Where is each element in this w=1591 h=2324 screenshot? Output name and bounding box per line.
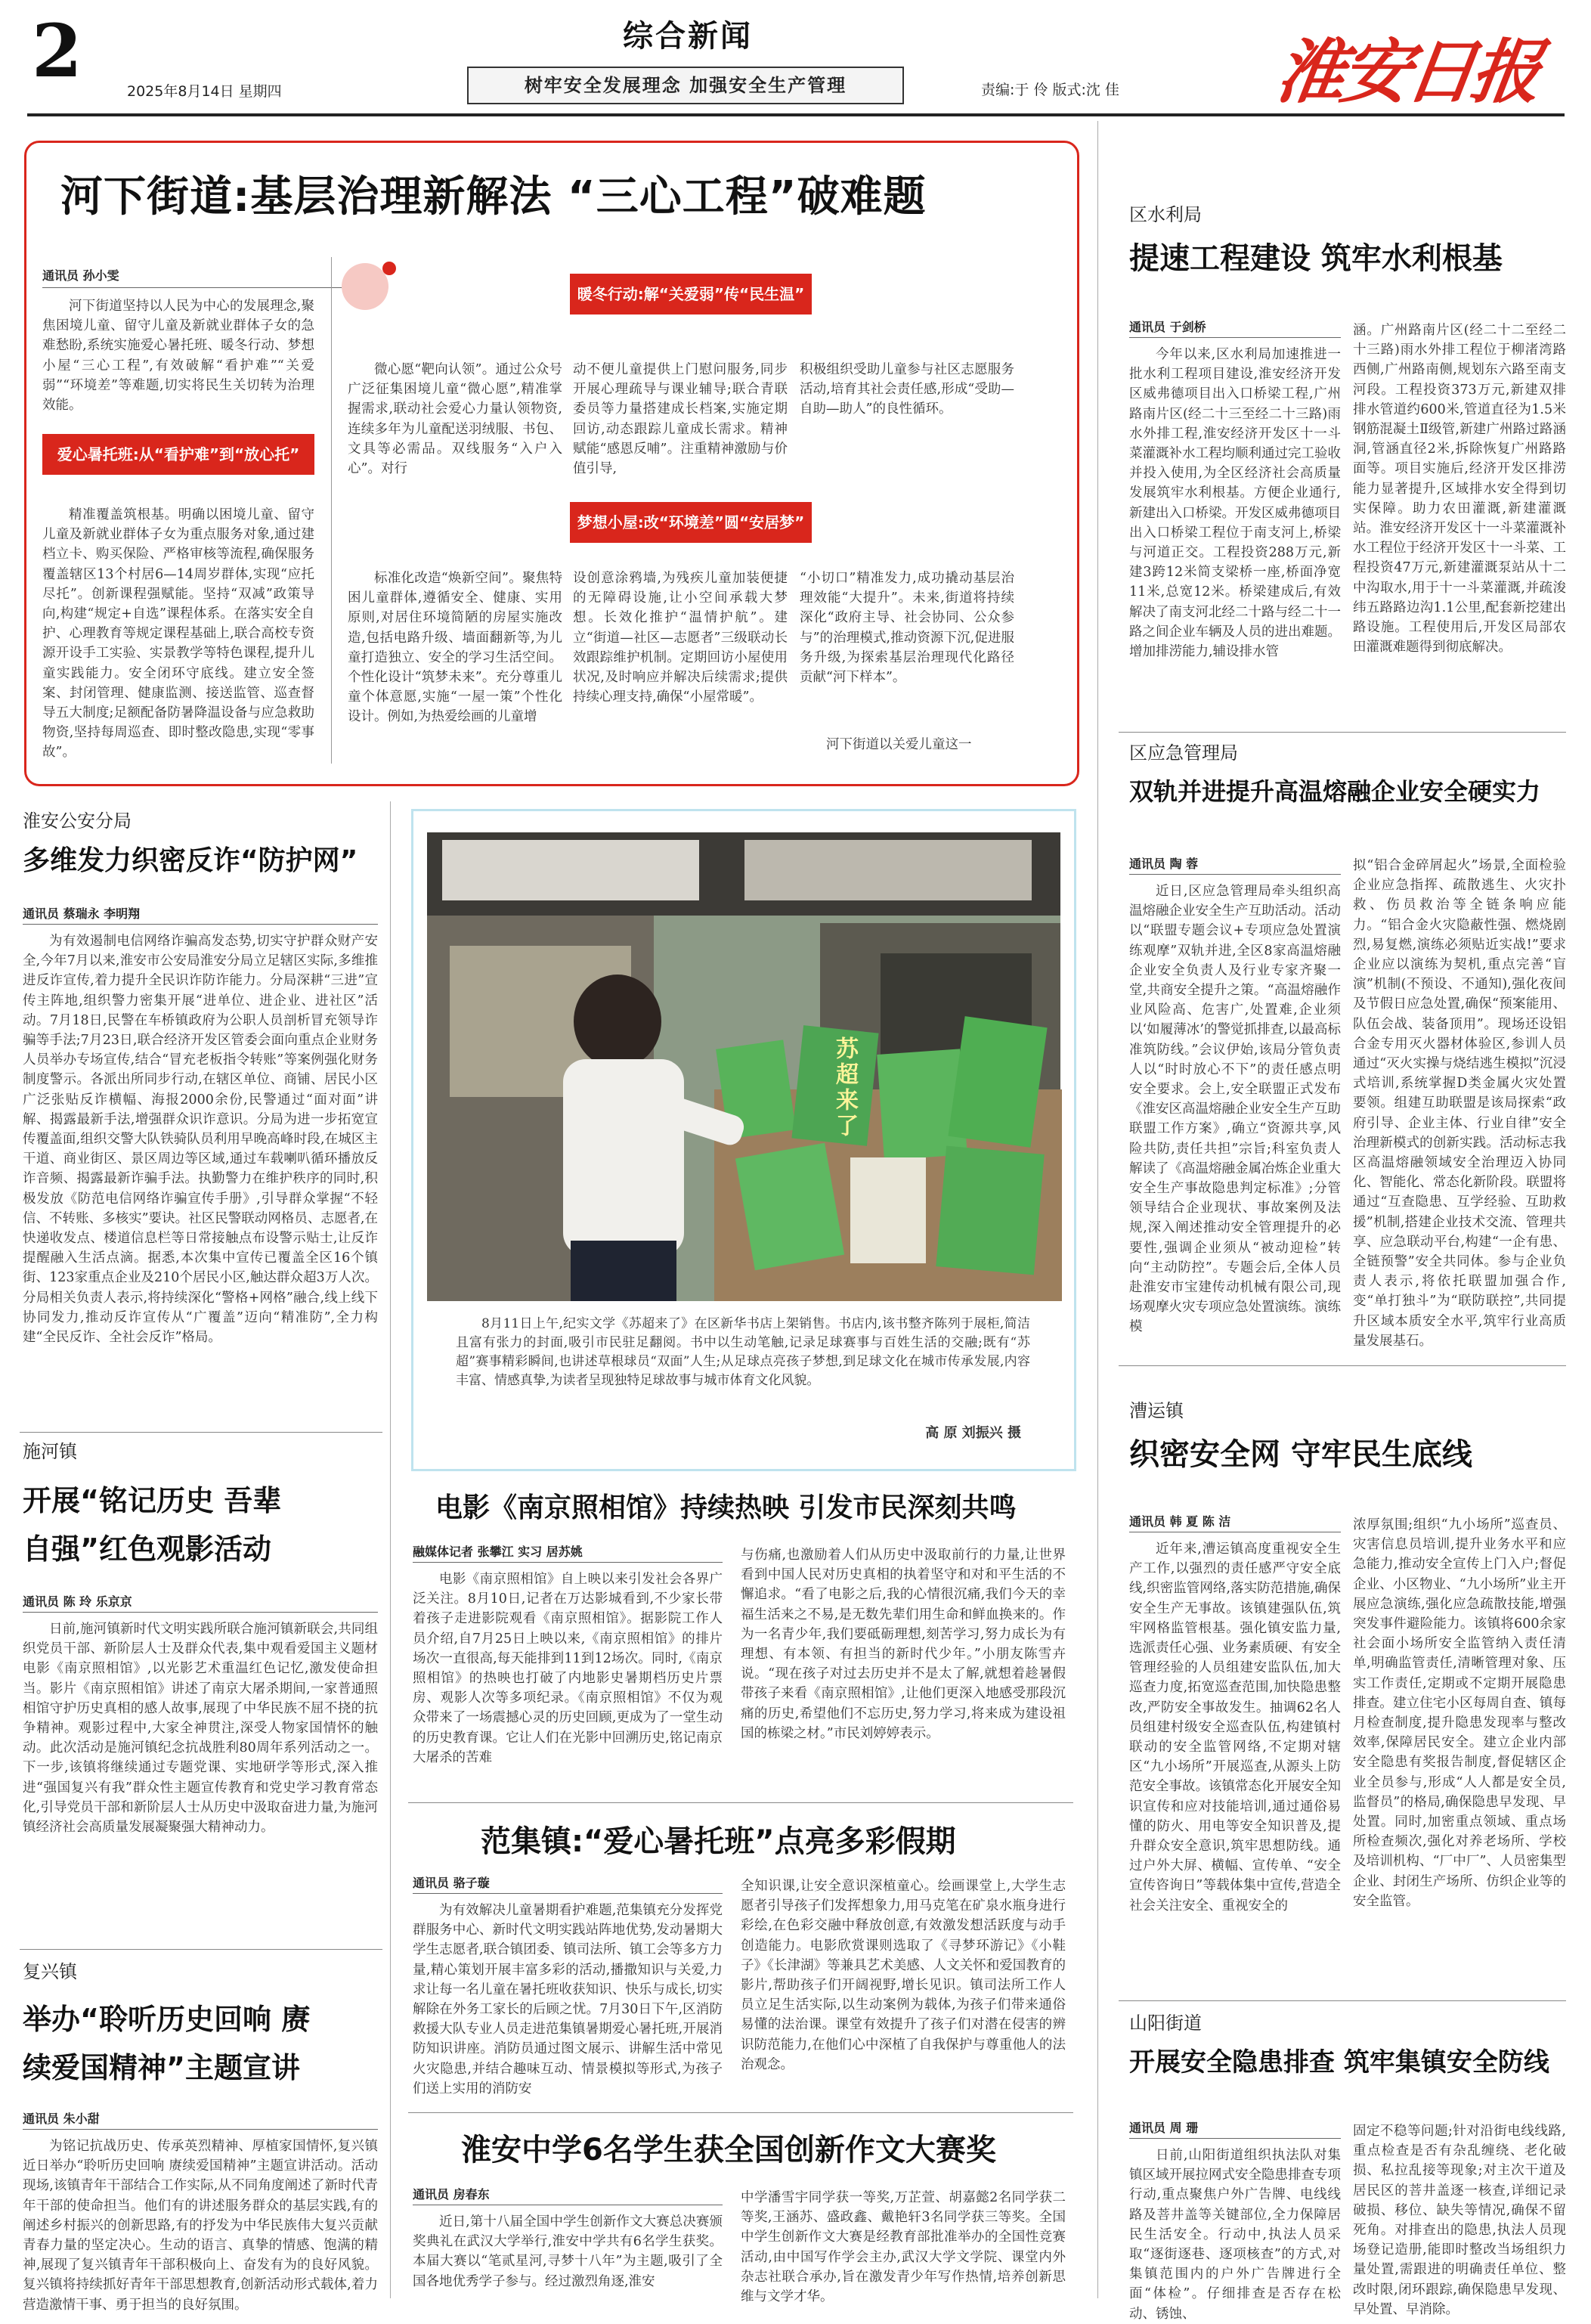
issue-date: 2025年8月14日 星期四 [127, 83, 282, 100]
caoyun-dept: 漕运镇 [1129, 1400, 1184, 1421]
fanji-byline: 通讯员 骆子璇 [413, 1876, 490, 1890]
shuili-byline-rule [1129, 337, 1341, 338]
slogan-box [467, 67, 904, 104]
photo-frame [411, 809, 1076, 1471]
photo-caption: 8月11日上午,纪实文学《苏超来了》在区新华书店上架销售。书店内,该书整齐陈列于展柜,简洁且富有张力的封面,吸引市民驻足翻阅。书中以生动笔触,记录足球赛事与百姓生活的交融;既有“苏超”赛事精彩瞬间,也讲述草根球员“双面”人生;从足球点亮孩子梦想,到足球文化在城市传承发展,内容丰富、情感真挚,为读者呈现独特足球故事与城市体育文化风貌。 [456, 1316, 1030, 1388]
fanji-title: 范集镇:“爱心暑托班”点亮多彩假期 [481, 1824, 956, 1859]
shihe-title-2: 自强”红色观影活动 [23, 1532, 271, 1566]
movie-byline: 融媒体记者 张攀江 实习 居苏姚 [413, 1545, 583, 1559]
shihe-title-1: 开展“铭记历史 吾辈 [23, 1484, 282, 1517]
slogan: 树牢安全发展理念 加强安全生产管理 [524, 74, 847, 96]
editors: 责编:于 伶 版式:沈 佳 [981, 82, 1119, 98]
lead-byline: 通讯员 孙小雯 [42, 268, 119, 283]
yingji-col1: 近日,区应急管理局牵头组织高温熔融企业安全生产互助活动。活动以“联盟专题会议+专项应急处置演练观摩”双轨并进,全区8家高温熔融企业安全负责人及行业专家齐聚一堂,共商安全提升之策。“高温熔融作业风险高、危害广,处置难,企业须以‘如履薄冰’的警觉抓排查,以最高标准筑防线。”会议伊始,该局分管负责人以“时时放心不下”的责任感点明安全要求。会上,安全联盟正式发布《淮安区高温熔融企业安全生产互助联盟工作方案》,确立“资源共享,风险共防,责任共担”宗旨;科室负责人解读了《高温熔融金属冶炼企业重大安全生产事故隐患判定标准》;分管领导结合企业现状、事故案例及法规,深入阐述推动安全管理提升的必要性,强调企业须从“被动迎检”转向“主动防控”。专题会后,全体人员赴淮安市宝建传动机械有限公司,现场观摩火灾专项应急处置演练。演练模 [1129, 884, 1341, 1335]
lead-sub2: 暖冬行动:解“关爱弱”传“民生温” [570, 274, 812, 315]
shuili-col2: 涵。广州路南片区(经二十二至经二十三路)雨水外排工程位于柳渚湾路西侧,广州路南侧,规划东六路至南支河段。工程投资373万元,新建双排排水管道约600米,管道直径为1.5米钢筋混凝土Ⅱ级管,新建广州路过路涵洞,管涵直径2米,拆除恢复广州路路面等。项目实施后,经济开发区排涝能力显著提升,区域排水安全得到切实保障。助力农田灌溉,新建灌溉站。淮安经济开发区十一斗菜灌溉补水工程位于经济开发区十一斗菜、工程投资47万元,新建灌溉泵站从十二中沟取水,用于十一斗菜灌溉,并疏浚纬五路路边沟1.1公里,配套新挖建出路设施。工程使用后,开发区局部农田灌溉难题得到彻底解决。 [1353, 323, 1566, 655]
fuxing-title-1: 举办“聆听历史回响 赓 [23, 2003, 311, 2036]
lead-sub3-col1: 标准化改造“焕新空间”。聚焦特困儿童群体,遵循安全、健康、实用原则,对居住环境简陋的房屋实施改造,包括电路升级、墙面翻新等,为儿童打造独立、安全的学习生活空间。个性化设计“筑梦未来”。充分尊重儿童个体意愿,实施“一屋一策”个性化设计。例如,为热爱绘画的儿童增 [348, 571, 562, 725]
shihe-bottom-rule [20, 1949, 382, 1950]
lead-byline-rule [42, 287, 345, 288]
zuowen-col1: 近日,第十八届全国中学生创新作文大赛总决赛颁奖典礼在武汉大学举行,淮安中学共有6名学生获奖。本届大赛以“笔贰星河,寻梦十八年”为主题,吸引了全国各地优秀学子参与。经过激烈角逐,淮安 [413, 2214, 723, 2289]
yingji-title: 双轨并进提升高温熔融企业安全硬实力 [1129, 777, 1541, 806]
shihe-byline: 通讯员 陈 玲 乐京京 [23, 1594, 132, 1609]
lead-sub3: 梦想小屋:改“环境差”圆“安居梦” [570, 502, 812, 543]
lead-intro: 河下街道坚持以人民为中心的发展理念,聚焦困境儿童、留守儿童及新就业群体子女的急难愁盼,系统实施爱心暑托班、暖冬行动、梦想小屋“三心工程”,有效破解“看护难”“关爱弱”“环境差”等难题,切实将民生关切转为治理效能。 [42, 299, 314, 414]
section-name: 综合新闻 [623, 19, 753, 54]
lead-sub1: 爱心暑托班:从“看护难”到“放心托” [42, 434, 314, 475]
yingji-byline: 通讯员 陶 蓉 [1129, 857, 1199, 871]
photo-illustration [427, 832, 1060, 1301]
yingji-col2: 拟“铝合金碎屑起火”场景,全面检验企业应急指挥、疏散逃生、火灾扑救、伤员救治等全链条响应能力。“铝合金火灾隐蔽性强、燃烧剧烈,易复燃,演练必须贴近实战!”要求企业应以演练为契机,重点完善“盲演”机制(不预设、不通知),强化夜间及节假日应急处置,确保“预案能用、队伍会战、装备顶用”。现场还设铝合金专用灭火器材体验区,参训人员通过“灭火实操与烧结逃生模拟”沉浸式培训,系统掌握D类金属火灾处置要领。组建互助联盟是该局探索“政府引导、企业主体、行业自律”安全治理新模式的创新实践。活动标志我区高温熔融领域安全治理迈入协同化、智能化、常态化新阶段。联盟将通过“互查隐患、互学经验、互助救援”机制,搭建企业技术交流、管理共享、应急联动平台,构建“一企有患、全链预警”安全共同体。参与企业负责人表示,将依托联盟加强合作,变“单打独斗”为“联防联控”,共同提升区域本质安全水平,筑牢行业高质量发展基石。 [1353, 858, 1566, 1349]
bookstore-photo [427, 832, 1060, 1301]
photo-credit: 高 原 刘振兴 摄 [925, 1425, 1021, 1441]
lead-sub2-col1: 微心愿“靶向认领”。通过公众号广泛征集困境儿童“微心愿”,精准掌握需求,联动社会爱心力量认领物资,连续多年为儿童配送羽绒服、书包、文具等必需品。双线服务“入户入心”。对行 [348, 362, 562, 477]
caoyun-col1: 近年来,漕运镇高度重视安全生产工作,以强烈的责任感严守安全底线,织密监管网络,落实防范措施,确保安全生产无事故。该镇建强队伍,筑牢网格监管根基。强化镇安监力量,选派责任心强、业务素质硬、有安全管理经验的人员组建安监队伍,加大巡查力度,拓宽巡查范围,加快隐患整改,严防安全事故发生。抽调62名人员组建村级安全巡查队伍,构建镇村联动的安全监管网络,不定期对辖区“九小场所”开展巡查,从源头上防范安全事故。该镇常态化开展安全知识宣传和应对技能培训,通过通俗易懂的防火、用电等安全知识普及,提升群众安全意识,筑牢思想防线。通过户外大屏、横幅、宣传单、“安全宣传咨询日”等载体集中宣传,营造全社会关注安全、重视安全的 [1129, 1542, 1341, 1913]
photo-book-title: 苏超来了 [831, 1037, 858, 1139]
lead-sub2-col2: 动不便儿童提供上门慰问服务,同步开展心理疏导与课业辅导;联合青联委员等力量搭建成长档案,实施定期回访,动态跟踪儿童成长需求。精神赋能“感恩反哺”。注重精神激励与价值引导, [573, 362, 788, 477]
right-col-divider [1097, 121, 1098, 2298]
gongan-text: 为有效遏制电信网络诈骗高发态势,切实守护群众财产安全,今年7月以来,淮安市公安局淮安分局立足辖区实际,多维推进反诈宣传,着力提升全民识诈防诈能力。分局深耕“三进”宣传主阵地,组织警力密集开展“进单位、进企业、进社区”活动。7月18日,民警在车桥镇政府为公职人员剖析冒充领导诈骗等手法;7月23日,联合经济开发区管委会面向重点企业财务人员举办专场宣传,结合“冒充老板指令转账”等案例强化财务制度警示。各派出所同步行动,在辖区单位、商铺、居民小区广泛张贴反诈横幅、海报2000余份,民警通过“面对面”讲解、揭露最新手法,增强群众识诈意识。分局为进一步拓宽宣传覆盖面,组织交警大队铁骑队员利用早晚高峰时段,在城区主干道、商业街区、景区周边等区域,通过车载喇叭循环播放反诈音频、揭露最新诈骗手法。执勤警力在维护秩序的同时,积极发放《防范电信网络诈骗宣传手册》,引导群众掌握“不轻信、不转账、多核实”要诀。社区民警联动网格员、志愿者,在快递收发点、楼道信息栏等日常接触点布设警示贴士,让反诈提醒融入生活点滴。据悉,本次集中宣传已覆盖全区16个镇街、123家重点企业及210个居民小区,触达群众超3万人次。分局相关负责人表示,将持续深化“警格+网格”融合,线上线下协同发力,推动反诈宣传从“广覆盖”迈向“精准防”,全力构建“全民反诈、全社会反诈”格局。 [23, 934, 378, 1346]
yingji-byline-rule [1129, 874, 1341, 875]
shanyang-col2: 固定不稳等问题;针对沿街电线线路,重点检查是否有杂乱缠绕、老化破损、私拉乱接等现象;对主次干道及居民区的菩井盖逐一核查,详细记录破损、移位、缺失等情况,确保不留死角。对排查出的隐患,执法人员现场登记造册,能即时整改当场组织力量处置,需跟进的明确责任单位、整改时限,闭环跟踪,确保隐患早发现、早处置、早消除。 [1353, 2124, 1566, 2317]
zuowen-byline: 通讯员 房春东 [413, 2187, 490, 2202]
zuowen-title: 淮安中学6名学生获全国创新作文大赛奖 [461, 2133, 996, 2168]
fuxing-byline-rule [23, 2129, 378, 2130]
shanyang-byline-rule [1129, 2138, 1341, 2139]
shihe-dept: 施河镇 [23, 1441, 77, 1462]
shanyang-byline: 通讯员 周 珊 [1129, 2121, 1199, 2135]
lead-title: 河下街道:基层治理新解法 “三心工程”破难题 [60, 172, 927, 222]
gongan-byline-rule [23, 924, 378, 925]
lead-sub2-col3: 积极组织受助儿童参与社区志愿服务活动,培育其社会责任感,形成“受助—自助—助人”的良性循环。 [800, 362, 1014, 417]
fanji-col2: 全知识课,让安全意识深植童心。绘画课堂上,大学生志愿者引导孩子们发挥想象力,用马克笔在矿泉水瓶身进行彩绘,在色彩交融中释放创意,有效激发想活跃度与动手创造能力。电影欣赏课则选取了《寻梦环游记》《小鞋子》《长津湖》等兼具艺术美感、人文关怀和爱国教育的影片,帮助孩子们开阔视野,增长见识。镇司法所工作人员立足生活实际,以生动案例为载体,为孩子们带来通俗易懂的法治课。课堂有效提升了孩子们对潜在侵害的辨识防范能力,在他们心中深植了自我保护与尊重他人的法治观念。 [741, 1879, 1066, 2072]
movie-title: 电影《南京照相馆》持续热映 引发市民深刻共鸣 [435, 1492, 1017, 1523]
fuxing-text: 为铭记抗战历史、传承英烈精神、厚植家国情怀,复兴镇近日举办“聆听历史回响 赓续爱国精神”主题宣讲活动。活动现场,该镇青年干部结合工作实际,从不同角度阐述了新时代青年干部的使命担当。他们有的讲述服务群众的基层实践,有的阐述乡村振兴的创新思路,有的抒发为中华民族伟大复兴贡献青春力量的坚定决心。生动的语言、真挚的情感、饱满的精神,展现了复兴镇青年干部积极向上、奋发有为的良好风貌。复兴镇将持续抓好青年干部思想教育,创新活动形式载体,着力营造激情干事、勇于担当的良好氛围。 [23, 2139, 378, 2313]
movie-bottom-rule [408, 1802, 1073, 1803]
shuili-col1: 今年以来,区水利局加速推进一批水利工程项目建设,淮安经济开发区威弗德项目出入口桥梁工程,广州路南片区(经二十三至经二十三路)雨水外排工程,淮安经济开发区十一斗菜灌溉补水工程均顺利通过完工验收并投入使用,为全区经济社会高质量发展筑牢水利根基。方便企业通行,新建出入口桥梁。开发区威弗德项目出入口桥梁工程位于南支河上,桥梁与河道正交。工程投资288万元,新建3跨12米简支梁桥一座,桥面净宽11米,总宽12米。桥梁建成后,有效解决了南支河北经二十路与经二十一路之间企业车辆及人员的进出难题。增加排涝能力,辅设排水管 [1129, 347, 1341, 660]
masthead-logo: 淮安日报 [1271, 31, 1543, 113]
lead-closing: 河下街道以关爱儿童这一 [826, 737, 972, 752]
lead-ornament-1 [342, 263, 388, 310]
shuili-title: 提速工程建设 筑牢水利根基 [1129, 241, 1503, 276]
gongan-title: 多维发力织密反诈“防护网” [23, 845, 358, 876]
lead-sub3-col2: 设创意涂鸦墙,为残疾儿童加装便捷的无障碍设施,让小空间承载大梦想。长效化推护“温情护航”。建立“街道—社区—志愿者”三级联动长效跟踪维护机制。定期回访小屋使用状况,及时响应并解决后续需求;提供持续心理支持,确保“小屋常暖”。 [573, 571, 788, 705]
shanyang-col1: 日前,山阳街道组织执法队对集镇区域开展拉网式安全隐患排查专项行动,重点聚焦户外广告牌、电线线路及菩井盖等关键部位,全力保障居民生活安全。行动中,执法人员采取“逐街逐巷、逐项核查”的方式,对集镇范围内的户外广告牌进行全面“体检”。仔细排查是否存在松动、锈蚀、 [1129, 2148, 1341, 2322]
fuxing-title-2: 续爱国精神”主题宣讲 [23, 2051, 300, 2084]
fanji-col1: 为有效解决儿童暑期看护难题,范集镇充分发挥党群服务中心、新时代文明实践站阵地优势,发动暑期大学生志愿者,联合镇团委、镇司法所、镇工会等多方力量,精心策划开展丰富多彩的活动,播撒知识与关爱,力求让每一名儿童在暑托班收获知识、快乐与成长,切实解除在外务工家长的后顾之忧。7月30日下午,区消防救援大队专业人员走进范集镇暑期爱心暑托班,开展消防知识讲座。消防员通过图文展示、讲解生活中常见火灾隐患,并结合趣味互动、情景模拟等形式,为孩子们送上实用的消防安 [413, 1903, 723, 2096]
shuili-bottom-rule [1119, 732, 1566, 733]
lead-vrule [331, 257, 332, 764]
left-col-divider [390, 801, 391, 2298]
fuxing-dept: 复兴镇 [23, 1961, 77, 1982]
lead-ornament-2 [382, 262, 396, 275]
movie-byline-rule [413, 1562, 723, 1563]
movie-col2: 与伤痛,也激励着人们从历史中汲取前行的力量,让世界看到中国人民对历史真相的执着坚守和对和平生活的不懈追求。“看了电影之后,我的心情很沉痛,我们今天的幸福生活来之不易,是无数先辈们用生命和鲜血换来的。作为一名青少年,我们要砥砺理想,刻苦学习,努力成长为有理想、有本领、有担当的新时代少年。”小朋友陈雪卉说。“现在孩子对过去历史并不是太了解,就想着趁暑假带孩子来看《南京照相馆》,让他们更深入地感受那段沉痛的历史,希望他们不忘历史,努力学习,将来成为建设祖国的栋梁之材。”市民刘婷婷表示。 [741, 1548, 1066, 1741]
movie-col1: 电影《南京照相馆》自上映以来引发社会各界广泛关注。8月10日,记者在万达影城看到,不少家长带着孩子走进影院观看《南京照相馆》。据影院工作人员介绍,自7月25日上映以来,《南京照相馆》的排片场次一直很高,每天能排到11到12场次。同时,《南京照相馆》的热映也打破了内地影史暑期档历史片票房、观影人次等多项纪录。《南京照相馆》不仅为观众带来了一场震撼心灵的历史回顾,更成为了一堂生动的历史教育课。它让人们在光影中回溯历史,铭记南京大屠杀的苦难 [413, 1572, 723, 1765]
shihe-byline-rule [23, 1612, 378, 1613]
fuxing-byline: 通讯员 朱小甜 [23, 2112, 100, 2126]
gongan-byline: 通讯员 蔡瑞永 李明翔 [23, 906, 141, 921]
header-rule [27, 113, 1565, 116]
caoyun-title: 织密安全网 守牢民生底线 [1129, 1437, 1472, 1472]
shanyang-dept: 山阳街道 [1129, 2013, 1202, 2034]
shuili-byline: 通讯员 于剑桥 [1129, 320, 1206, 334]
caoyun-byline: 通讯员 韩 夏 陈 洁 [1129, 1514, 1231, 1529]
shihe-text: 日前,施河镇新时代文明实践所联合施河镇新联会,共同组织党员干部、新阶层人士及群众代表,集中观看爱国主义题材电影《南京照相馆》,以光影艺术重温红色记忆,激发使命担当。影片《南京照相馆》讲述了南京大屠杀期间,一家普通照相馆守护历史真相的感人故事,展现了中华民族不屈不挠的抗争精神。观影过程中,大家全神贯注,深受人物家国情怀的触动。此次活动是施河镇纪念抗战胜利80周年系列活动之一。下一步,该镇将继续通过专题党课、实地研学等形式,深入推进“强国复兴有我”群众性主题宣传教育和党史学习教育常态化,引导党员干部和新阶层人士从历史中汲取奋进力量,为施河镇经济社会高质量发展凝聚强大精神动力。 [23, 1622, 378, 1836]
lead-sub3-col3: “小切口”精准发力,成功撬动基层治理效能“大提升”。未来,街道将持续深化“政府主导、社会协同、公众参与”的治理模式,推动资源下沉,促进服务升级,为探索基层治理现代化路径贡献“河下样本”。 [800, 571, 1014, 686]
lead-sub1-text: 精准覆盖筑根基。明确以困境儿童、留守儿童及新就业群体子女为重点服务对象,通过建档立卡、购买保险、严格审核等流程,确保服务覆盖辖区13个村居6—14周岁群体,实现“应托尽托”。创新课程强赋能。坚持“双减”政策导向,构建“规定+自选”课程体系。在落实安全自护、心理教育等规定课程基础上,联合高校专资源开设手工实验、实景教学等特色课程,提升儿童实践能力。安全闭环守底线。建立安全签案、封闭管理、健康监测、接送监管、巡查督导五大制度;足额配备防暑降温设备与应急救助物资,坚持每周巡查、即时整改隐患,实现“零事故”。 [42, 507, 314, 761]
fanji-bottom-rule [408, 2112, 1073, 2113]
yingji-dept: 区应急管理局 [1129, 742, 1238, 764]
yingji-bottom-rule [1119, 1365, 1566, 1366]
fanji-byline-rule [413, 1893, 723, 1894]
gongan-dept: 淮安公安分局 [23, 810, 132, 832]
page-number: 2 [32, 8, 82, 94]
shuili-dept: 区水利局 [1129, 204, 1202, 225]
shanyang-title: 开展安全隐患排查 筑牢集镇安全防线 [1129, 2047, 1549, 2078]
caoyun-bottom-rule [1119, 2000, 1566, 2001]
caoyun-col2: 浓厚氛围;组织“九小场所”巡查员、灾害信息员培训,提升业务水平和应急能力,推动安全宣传上门入户;督促企业、小区物业、“九小场所”业主开展应急演练,强化应急疏散技能,增强突发事件避险能力。该镇将600余家社会面小场所安全监管纳入责任清单,明确监管责任,清晰管理对象、压实工作责任,定期或不定期开展隐患排查。建立住宅小区每周自查、镇每月检查制度,提升隐患发现率与整改效率,保障居民安全。建立企业内部安全隐患有奖报告制度,督促辖区企业全员参与,形成“人人都是安全员,监督员”的格局,确保隐患早发现、早处置。同时,加密重点领域、重点场所检查频次,强化对养老场所、学校及培训机构、“厂中厂”、人员密集型企业、封闭生产场所、仿织企业等的安全监管。 [1353, 1517, 1566, 1909]
zuowen-col2: 中学潘雪宇同学获一等奖,万芷萱、胡嘉懿2名同学获二等奖,王涵苏、盛政鑫、戴艳轩3名同学获三等奖。全国中学生创新作文大赛是经教育部批准举办的全国性竞赛活动,由中国写作学会主办,武汉大学文学院、课堂内外杂志社联合承办,旨在激发青少年写作热情,培养创新思维与文学才华。 [741, 2190, 1066, 2305]
gongan-bottom-rule [20, 1432, 382, 1433]
